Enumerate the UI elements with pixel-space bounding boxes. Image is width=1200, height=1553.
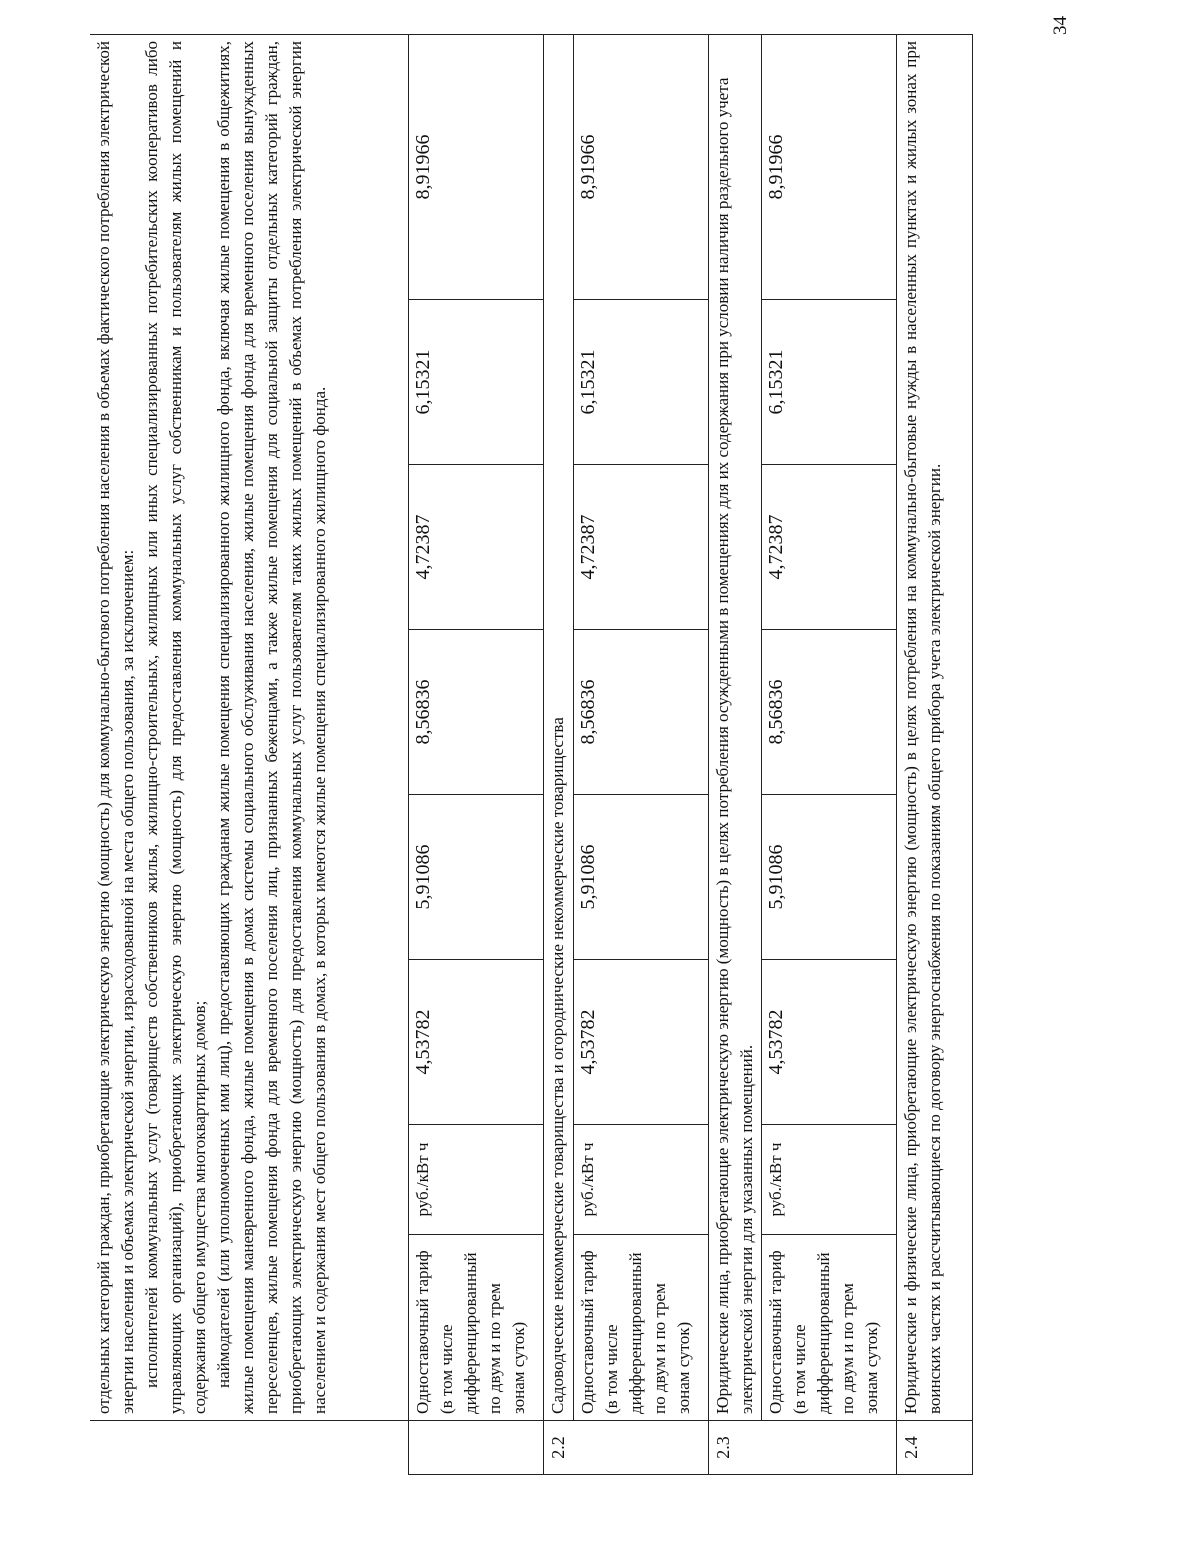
unit-cell: руб./кВт ч (573, 1125, 708, 1235)
tariff-row-2-3 (761, 35, 896, 1475)
value-cell: 4,53782 (408, 960, 543, 1125)
value-cell: 6,15321 (573, 300, 708, 465)
tariff-row-2-2 (573, 35, 708, 1475)
value-cell: 6,15321 (408, 300, 543, 465)
category-heading: Садоводческие некоммерческие товарищества и огороднические некоммерческие товарищества (543, 35, 573, 1421)
tariff-table (90, 34, 973, 1475)
category-heading: Юридические лица, приобретающие электрическую энергию (мощность) в целях потребления осужденными в помещениях для их содержания при условии наличия раздельного учета электрической энергии для указанных помещений. (708, 35, 761, 1421)
intro-cell (90, 35, 408, 1421)
intro-row (90, 35, 408, 1475)
tariff-row-2-1 (408, 35, 543, 1475)
heading-row-2-3 (708, 35, 761, 1475)
value-cell: 8,91966 (408, 35, 543, 300)
row-number: 2.2 (543, 1421, 708, 1475)
value-cell: 8,91966 (573, 35, 708, 300)
row-number (408, 1421, 543, 1475)
value-cell: 8,56836 (761, 630, 896, 795)
rotated-page (90, 16, 1071, 1475)
row-number: 2.3 (708, 1421, 896, 1475)
value-cell: 6,15321 (761, 300, 896, 465)
heading-row-2-2 (543, 35, 573, 1475)
tariff-label: Одноставочный тариф (в том числе дифференцированный по двум и по трем зонам суток) (573, 1235, 708, 1421)
unit-cell: руб./кВт ч (408, 1125, 543, 1235)
value-cell: 5,91086 (408, 795, 543, 960)
value-cell: 4,72387 (408, 465, 543, 630)
value-cell: 5,91086 (573, 795, 708, 960)
tariff-label: Одноставочный тариф (в том числе дифференцированный по двум и по трем зонам суток) (761, 1235, 896, 1421)
value-cell: 4,72387 (761, 465, 896, 630)
tariff-label: Одноставочный тариф (в том числе дифференцированный по двум и по трем зонам суток) (408, 1235, 543, 1421)
page-number: 34 (1050, 16, 1071, 35)
heading-row-2-4 (896, 35, 972, 1475)
category-heading: Юридические и физические лица, приобретающие электрическую энергию (мощность) в целях потребления на коммунально-бытовые нужды в населенных пунктах и жилых зонах при воинских частях и рассчитывающиеся по договору энергоснабжения по показаниям общего прибора учета электрической энергии. (896, 35, 972, 1421)
value-cell: 8,56836 (408, 630, 543, 795)
value-cell: 5,91086 (761, 795, 896, 960)
value-cell: 4,53782 (573, 960, 708, 1125)
intro-paragraph-2: исполнителей коммунальных услуг (товариществ собственников жилья, жилищно-строительных, жилищных или иных специализированных потребительских кооперативов либо управляющих организаций), приобретающих электрическую энергию (мощность) для предоставления коммунальных услуг собственникам и пользователям жилых помещений и содержания общего имущества многоквартирных домов; (142, 41, 209, 1414)
row-number: 2.4 (896, 1421, 972, 1475)
intro-paragraph-1: отдельных категорий граждан, приобретающие электрическую энергию (мощность) для коммунально-бытового потребления населения в объемах фактического потребления электрической энергии населения и объемах электрической энергии, израсходованной на места общего пользования, за исключением: (94, 41, 137, 1414)
value-cell: 4,53782 (761, 960, 896, 1125)
value-cell: 8,91966 (761, 35, 896, 300)
unit-cell: руб./кВт ч (761, 1125, 896, 1235)
intro-paragraph-3: наймодателей (или уполномоченных ими лиц), предоставляющих гражданам жилые помещения специализированного жилищного фонда, включая жилые помещения в общежитиях, жилые помещения маневренного фонда, жилые помещения в домах системы социального обслуживания населения, жилые помещения фонда для временного поселения вынужденных переселенцев, жилые помещения фонда для временного поселения лиц, признанных беженцами, а также жилые помещения для социальной защиты отдельных категорий граждан, приобретающих электрическую энергию (мощность) для предоставления коммунальных услуг пользователям таких жилых помещений в объемах потребления электрической энергии населением и содержания мест общего пользования в домах, в которых имеются жилые помещения специализированного жилищного фонда. (214, 41, 329, 1414)
value-cell: 8,56836 (573, 630, 708, 795)
value-cell: 4,72387 (573, 465, 708, 630)
